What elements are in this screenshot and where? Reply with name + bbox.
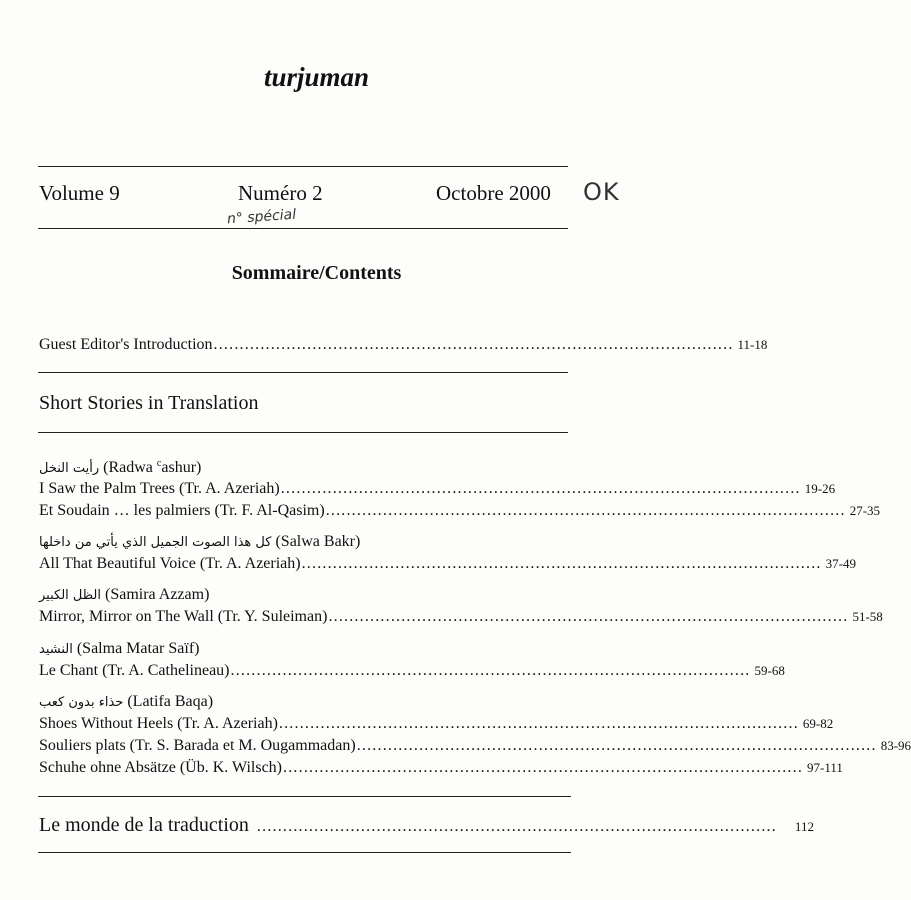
entry-pages: 83-96 bbox=[880, 738, 911, 753]
story-author-line: النشيد (Salma Matar Saïf) bbox=[39, 640, 200, 657]
arabic-title: كل هذا الصوت الجميل الذي يأتي من داخلها bbox=[39, 535, 272, 550]
issue-label: Numéro 2 bbox=[238, 181, 323, 205]
leader-dots: .................................................................................................... bbox=[230, 662, 751, 679]
leader-dots: .................................................................................................... bbox=[325, 502, 846, 519]
leader-dots: .................................................................................................... bbox=[213, 336, 734, 353]
entry-pages: 112 bbox=[794, 819, 814, 834]
leader-dots: .................................................................................................... bbox=[256, 818, 777, 835]
entry-title: Schuhe ohne Absätze (Üb. K. Wilsch) bbox=[39, 759, 283, 776]
intro-entry[interactable] bbox=[39, 336, 768, 354]
story-author-line: الظل الكبير (Samira Azzam) bbox=[39, 586, 210, 603]
arabic-title: الظل الكبير bbox=[39, 588, 101, 603]
story-author-line: كل هذا الصوت الجميل الذي يأتي من داخلها (Salwa Bakr) bbox=[39, 533, 361, 550]
divider bbox=[38, 166, 568, 167]
toc-entry[interactable] bbox=[39, 715, 834, 733]
entry-pages: 97-111 bbox=[807, 760, 843, 775]
entry-title: Mirror, Mirror on The Wall (Tr. Y. Suleiman) bbox=[39, 608, 328, 625]
entry-title: Guest Editor's Introduction bbox=[39, 336, 213, 353]
arabic-title: حذاء بدون كعب bbox=[39, 695, 124, 710]
handwritten-note: n° spécial bbox=[226, 206, 297, 228]
entry-pages: 19-26 bbox=[804, 481, 836, 496]
toc-entry[interactable] bbox=[39, 737, 911, 755]
toc-entry[interactable] bbox=[39, 608, 883, 626]
arabic-title: النشيد bbox=[39, 642, 73, 657]
leader-dots: .................................................................................................... bbox=[328, 608, 849, 625]
entry-title: All That Beautiful Voice (Tr. A. Azeriah) bbox=[39, 555, 301, 572]
toc-entry[interactable] bbox=[39, 662, 785, 680]
entry-pages: 59-68 bbox=[754, 663, 785, 678]
entry-title: Et Soudain … les palmiers (Tr. F. Al-Qasim) bbox=[39, 502, 325, 519]
divider bbox=[38, 228, 568, 229]
entry-pages: 11-18 bbox=[737, 337, 768, 352]
toc-entry[interactable] bbox=[39, 480, 836, 498]
toc-entry[interactable] bbox=[39, 502, 881, 520]
section-heading: Le monde de la traduction bbox=[39, 814, 249, 836]
entry-title: Shoes Without Heels (Tr. A. Azeriah) bbox=[39, 715, 278, 732]
leader-dots: .................................................................................................... bbox=[278, 715, 799, 732]
entry-title: Souliers plats (Tr. S. Barada et M. Ougammadan) bbox=[39, 737, 356, 754]
handwritten-ok: OK bbox=[583, 178, 620, 206]
entry-title: I Saw the Palm Trees (Tr. A. Azeriah) bbox=[39, 480, 280, 497]
divider bbox=[38, 432, 568, 433]
story-author-line: حذاء بدون كعب (Latifa Baqa) bbox=[39, 693, 214, 710]
date-label: Octobre 2000 bbox=[436, 181, 551, 205]
entry-pages: 69-82 bbox=[802, 716, 834, 731]
leader-dots: .................................................................................................... bbox=[280, 480, 801, 497]
entry-pages: 27-35 bbox=[849, 503, 881, 518]
section-entry[interactable] bbox=[39, 814, 814, 837]
divider bbox=[38, 372, 568, 373]
journal-title: turjuman bbox=[263, 62, 370, 92]
divider bbox=[38, 852, 571, 853]
entry-pages: 51-58 bbox=[852, 609, 883, 624]
contents-heading: Sommaire/Contents bbox=[231, 262, 402, 284]
section-heading: Short Stories in Translation bbox=[39, 392, 259, 414]
arabic-title: رأيت النخل bbox=[39, 461, 100, 476]
volume-label: Volume 9 bbox=[39, 181, 120, 205]
story-author-line: رأيت النخل (Radwa $^c$ashur) bbox=[39, 458, 202, 476]
divider bbox=[38, 796, 571, 797]
toc-entry[interactable] bbox=[39, 759, 843, 777]
leader-dots: .................................................................................................... bbox=[301, 555, 822, 572]
leader-dots: .................................................................................................... bbox=[283, 759, 804, 776]
entry-title: Le Chant (Tr. A. Cathelineau) bbox=[39, 662, 230, 679]
entry-pages: 37-49 bbox=[825, 556, 856, 571]
toc-entry[interactable] bbox=[39, 555, 856, 573]
leader-dots: .................................................................................................... bbox=[356, 737, 877, 754]
